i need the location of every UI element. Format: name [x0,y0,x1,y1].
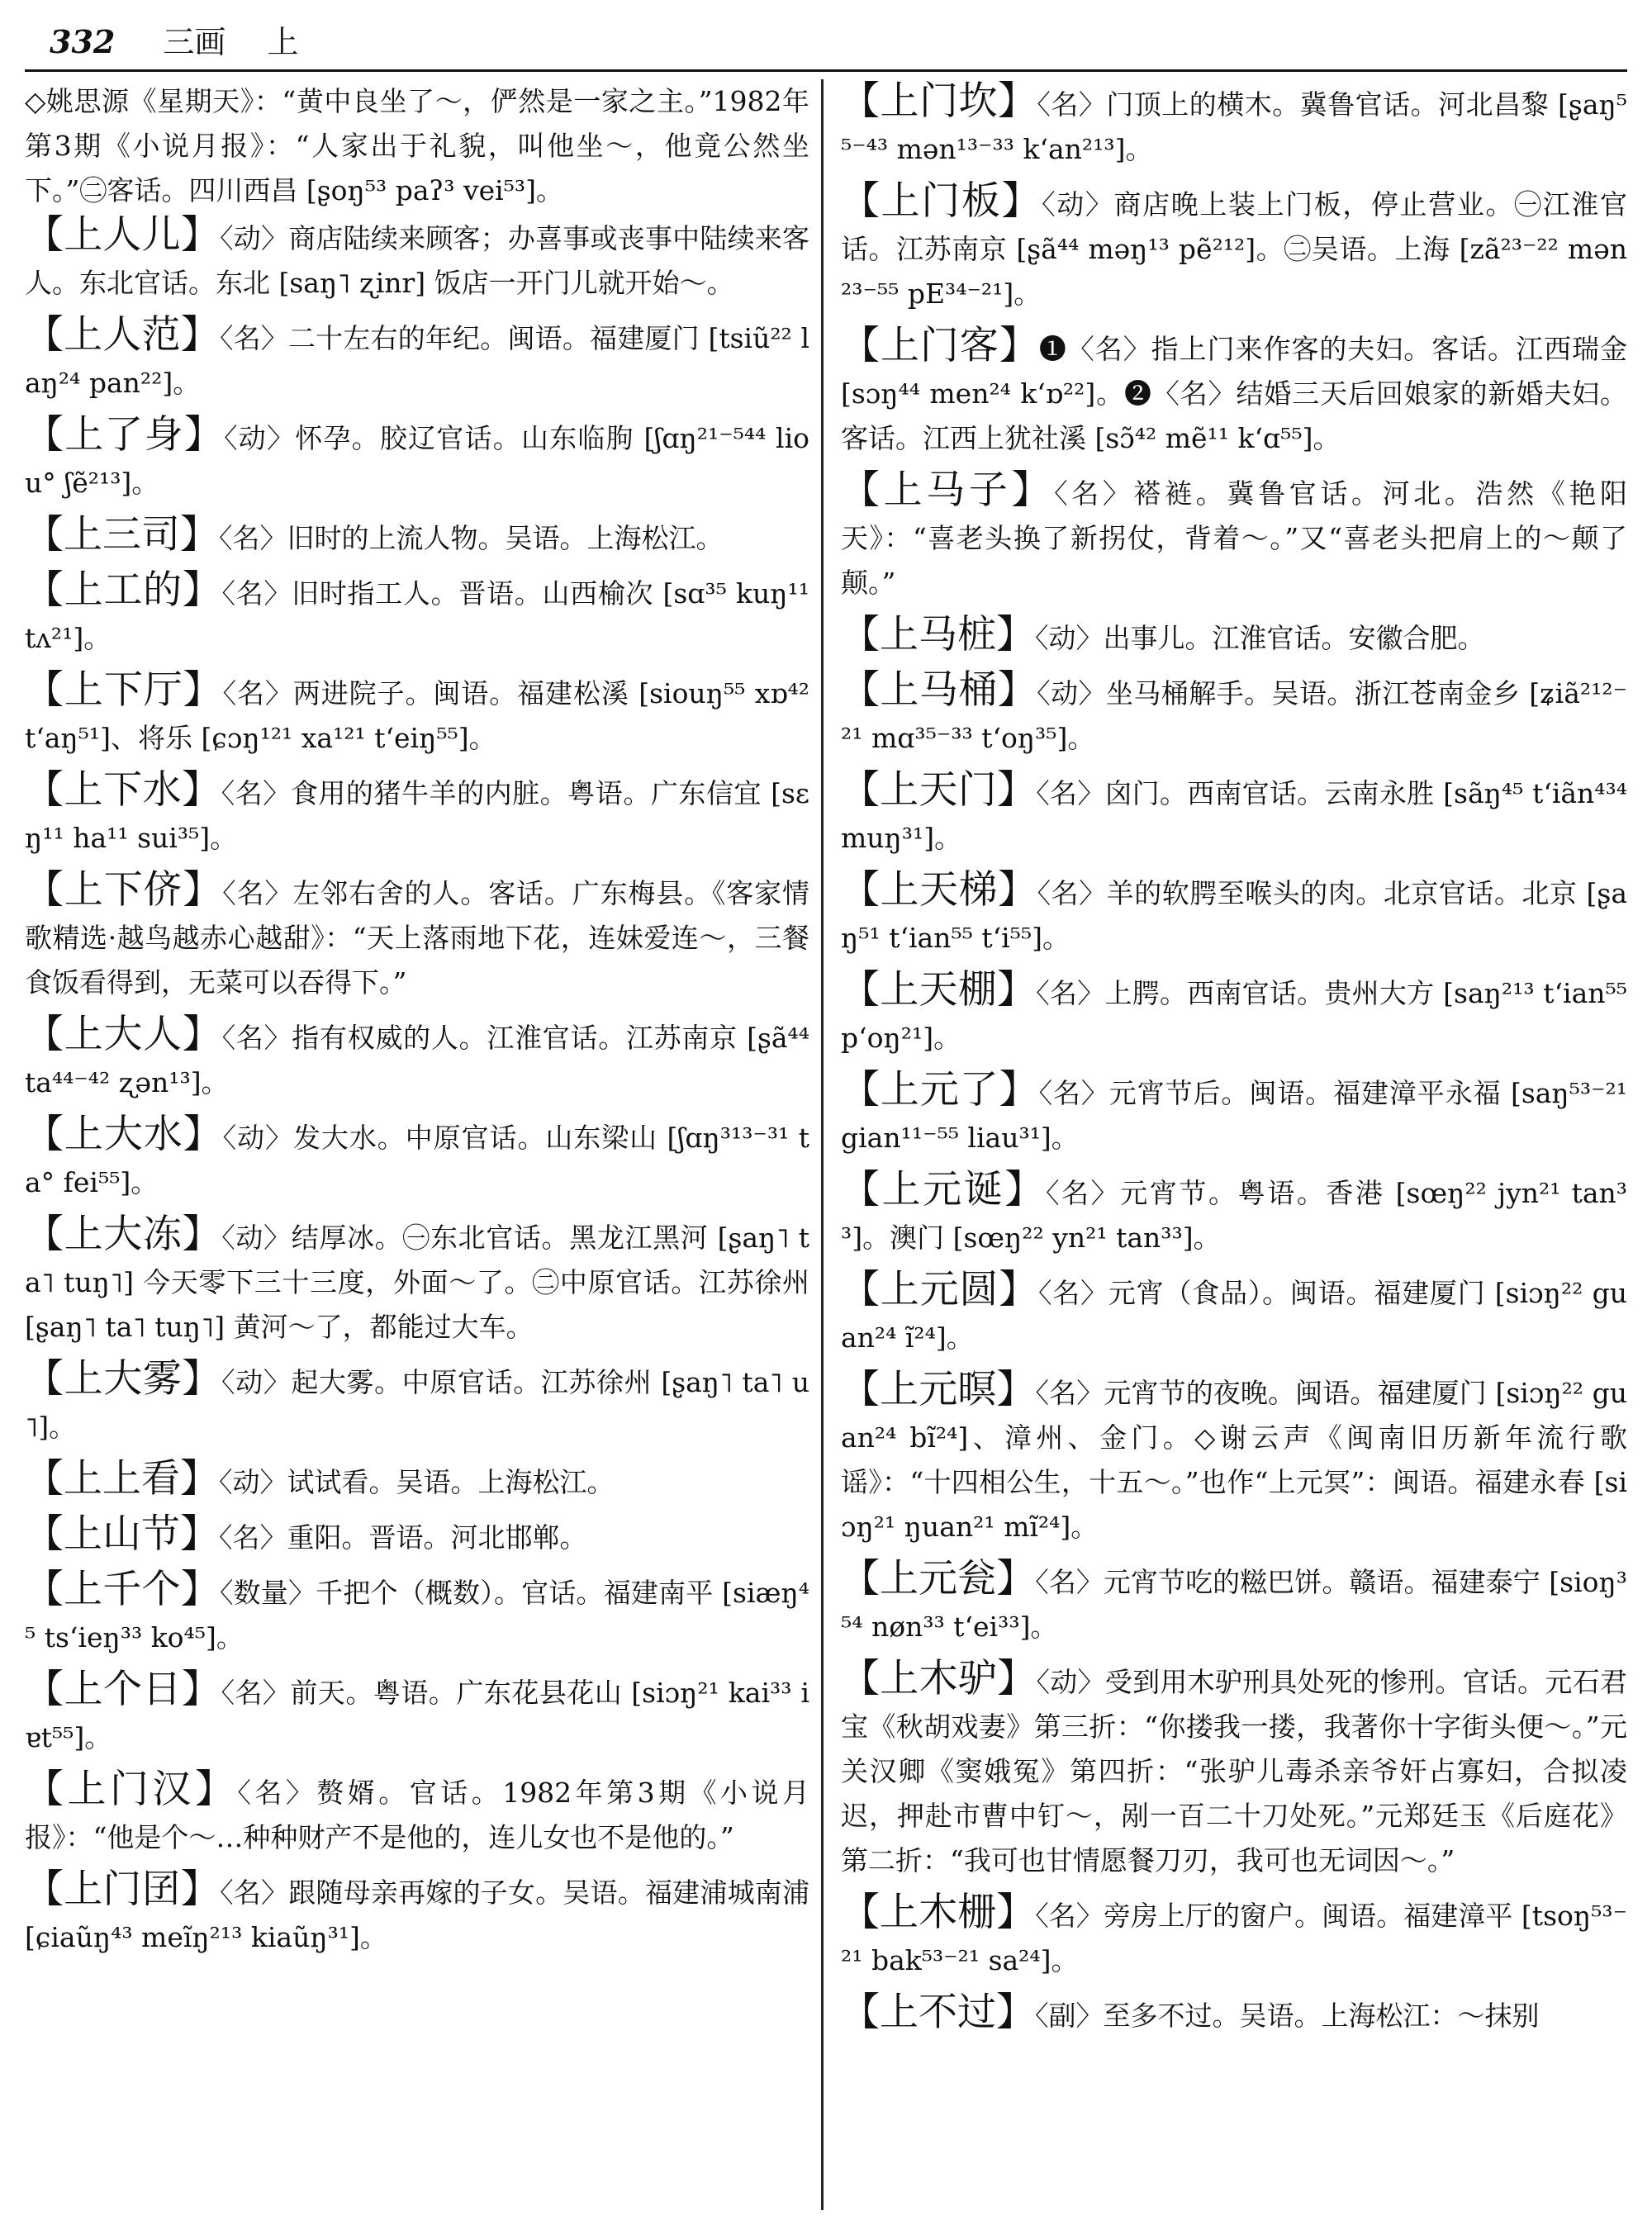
entry-definition: 〈名〉两进院子。闽语。福建松溪 [siouŋ⁵⁵ xɒ⁴² t‘aŋ⁵¹]、将乐 [ɕɔŋ¹²¹ xa¹²¹ t‘eiŋ⁵⁵]。 [25,677,809,754]
entry-headword: 【上大人】 [25,1012,222,1057]
entry-definition: 〈名〉食用的猪牛羊的内脏。粤语。广东信宜 [sɛŋ¹¹ ha¹¹ sui³⁵]。 [25,777,809,854]
dictionary-entry [841,1168,1627,1260]
entry-headword: 【上工的】 [25,567,222,613]
dictionary-entry [25,568,809,661]
entry-definition: 〈动〉发大水。中原官话。山东梁山 [ʃɑŋ³¹³⁻³¹ ta° fei⁵⁵]。 [25,1122,809,1198]
entry-definition: 〈动〉出事儿。江淮官话。安徽合肥。 [1035,622,1485,654]
header-rule [25,69,1627,72]
entry-definition: 〈副〉至多不过。吴语。上海松江：～抹别 [1035,2000,1540,2032]
entry-headword: 【上下水】 [25,767,221,813]
left-column [25,79,809,2214]
right-entry-list [841,79,1627,2038]
entry-headword: 【上大水】 [25,1112,223,1157]
dictionary-entry [841,79,1627,172]
dictionary-entry [25,1512,809,1560]
dictionary-entry [25,1867,809,1960]
entry-definition: 〈动〉试试看。吴语。上海松江。 [219,1466,615,1498]
dictionary-entry [841,1657,1627,1883]
entry-definition: 〈动〉商店陆续来顾客；办喜事或丧事中陆续来客人。东北官话。东北 [saŋ˥ ʐinr] 饭店一开门儿就开始～。 [25,222,809,299]
dictionary-entry [841,868,1627,961]
page-header [50,23,1611,60]
entry-definition: 〈名〉羊的软腭至喉头的肉。北京官话。北京 [ʂaŋ⁵¹ t‘ian⁵⁵ t‘i⁵⁵]。 [841,877,1627,954]
dictionary-entry [841,468,1627,605]
dictionary-entry [25,1212,809,1350]
entry-definition: 〈名〉元宵节的夜晚。闽语。福建厦门 [siɔŋ²² guan²⁴ bĩ²⁴]、漳州、金门。◇谢云声《闽南旧历新年流行歌谣》：“十四相公生，十五～。”也作“上元冥”：闽语。福建永春 [siɔŋ²¹ ŋuan²¹ mĩ²⁴]。 [841,1377,1627,1543]
entry-headword: 【上元圆】 [841,1267,1038,1312]
entry-headword: 【上大雾】 [25,1356,222,1402]
entry-headword: 【上木驴】 [841,1656,1037,1701]
entry-definition: 〈名〉囟门。西南官话。云南永胜 [sãŋ⁴⁵ t‘iãn⁴³⁴ muŋ³¹]。 [841,777,1627,854]
dictionary-entry [25,1457,809,1505]
entry-definition: 〈名〉重阳。晋语。河北邯郸。 [219,1521,587,1554]
dictionary-entry [841,1068,1627,1160]
entry-definition: 〈名〉前天。粤语。广东花县花山 [siɔŋ²¹ kai³³ iɐt⁵⁵]。 [25,1677,809,1753]
entry-headword: 【上门囝】 [25,1867,221,1912]
entry-definition: 〈动〉受到用木驴刑具处死的惨刑。官话。元石君宝《秋胡戏妻》第三折：“你搂我一搂，我著你十字街头便～。”元关汉卿《窦娥冤》第四折：“张驴儿毒杀亲爷奸占寡妇，合拟凌迟，押赴市曹中钉～，剐一百二十刀处死。”元郑廷玉《后庭花》第二折：“我可也甘情愿餐刀刃，我可也无词因～。” [841,1666,1627,1877]
entry-definition: 〈名〉旁房上厅的窗户。闽语。福建漳平 [tsoŋ⁵³⁻²¹ bak⁵³⁻²¹ sa²⁴]。 [841,1900,1627,1976]
entry-headword: 【上三司】 [25,512,219,558]
entry-headword: 【上马子】 [841,467,1055,513]
dictionary-entry [25,1767,809,1860]
entry-definition: 〈数量〉千把个（概数）。官话。福建南平 [siæŋ⁴⁵ ts‘ieŋ³³ ko⁴⁵]。 [25,1577,809,1654]
entry-headword: 【上元了】 [841,1067,1039,1113]
entry-definition: 〈动〉起大雾。中原官话。江苏徐州 [ʂaŋ˥ ta˥ u˥]。 [25,1366,809,1443]
entry-definition: 〈动〉怀孕。胶辽官话。山东临朐 [ʃɑŋ²¹⁻⁵⁴⁴ liou° ʃẽ²¹³]。 [25,422,809,499]
entry-headword: 【上大冻】 [25,1212,222,1257]
entry-headword: 【上千个】 [25,1567,220,1612]
dictionary-entry [25,1113,809,1205]
entry-headword: 【上马桶】 [841,667,1037,713]
entry-headword: 【上元暝】 [841,1367,1036,1412]
dictionary-entry [841,1268,1627,1360]
dictionary-entry [841,1368,1627,1549]
entry-headword: 【上木栅】 [841,1890,1036,1935]
entry-headword: 【上人儿】 [25,212,221,258]
dictionary-entry [25,668,809,761]
entry-headword: 【上下厅】 [25,667,223,713]
entry-definition: 〈名〉门顶上的横木。冀鲁官话。河北昌黎 [ʂaŋ⁵⁵⁻⁴³ mən¹³⁻³³ k‘an²¹³]。 [841,88,1627,165]
dictionary-entry [25,313,809,406]
entry-definition: 〈名〉左邻右舍的人。客话。广东梅县。《客家情歌精选·越鸟越赤心越甜》：“天上落雨地下花，连妹爱连～，三餐食饭看得到，无菜可以吞得下。” [25,877,809,999]
entry-headword: 【上门客】 [841,323,1039,368]
entry-headword: 【上门汉】 [25,1767,238,1812]
dictionary-entry [841,324,1627,461]
dictionary-entry [841,968,1627,1060]
entry-definition: 〈名〉元宵节。粤语。香港 [sœŋ²² jyn²¹ tan³³]。澳门 [sœŋ²² yn²¹ tan³³]。 [841,1177,1627,1254]
entry-headword: 【上不过】 [841,1990,1035,2035]
entry-definition: 〈名〉元宵（食品）。闽语。福建厦门 [siɔŋ²² guan²⁴ ĩ²⁴]。 [841,1277,1627,1354]
entry-headword: 【上天棚】 [841,967,1037,1013]
left-entry-list [25,213,809,1960]
entry-headword: 【上马桩】 [841,612,1035,657]
entry-definition: 〈名〉旧时指工人。晋语。山西榆次 [sɑ³⁵ kuŋ¹¹ tʌ²¹]。 [25,577,809,654]
page-number: 332 [50,23,116,60]
entry-definition: 〈动〉坐马桶解手。吴语。浙江苍南金乡 [ʑiã²¹²⁻²¹ mɑ³⁵⁻³³ t‘oŋ³⁵]。 [841,677,1627,754]
entry-headword: 【上元诞】 [841,1167,1046,1212]
right-column [841,79,1627,2214]
dictionary-entry [25,768,809,861]
continuation-paragraph: ◇姚思源《星期天》：“黄中良坐了～，俨然是一家之主。”1982年第3期《小说月报》：“人家出于礼貌，叫他坐～，他竟公然坐下。”㊁客话。四川西昌 [ʂoŋ⁵³ paʔ³ vei⁵³]。 [25,85,809,206]
dictionary-entry [25,513,809,561]
header-character: 上 [267,24,299,60]
dictionary-entry [841,613,1627,661]
entry-headword: 【上门板】 [841,178,1042,224]
dictionary-entry [25,213,809,306]
dictionary-entry [841,668,1627,761]
entry-definition: 〈动〉结厚冰。㊀东北官话。黑龙江黑河 [ʂaŋ˥ ta˥ tuŋ˥] 今天零下三十三度，外面～了。㊁中原官话。江苏徐州 [ʂaŋ˥ ta˥ tuŋ˥] 黄河～了，都能过大车。 [25,1222,809,1343]
entry-headword: 【上山节】 [25,1511,219,1557]
entry-definition: 〈名〉元宵节后。闽语。福建漳平永福 [saŋ⁵³⁻²¹ gian¹¹⁻⁵⁵ liau³¹]。 [841,1077,1627,1154]
dictionary-entry [841,179,1627,316]
entry-headword: 【上元瓮】 [841,1556,1036,1601]
entry-definition: 〈动〉商店晚上装上门板，停止营业。㊀江淮官话。江苏南京 [ʂã⁴⁴ məŋ¹³ pẽ²¹²]。㊁吴语。上海 [zã²³⁻²² mən²³⁻⁵⁵ pE³⁴⁻²¹]。 [841,188,1627,310]
entry-definition: 〈名〉二十左右的年纪。闽语。福建厦门 [tsiũ²² laŋ²⁴ pan²²]。 [25,322,809,399]
column-divider [821,79,824,2210]
entry-headword: 【上下侪】 [25,867,223,913]
entry-headword: 【上个日】 [25,1667,221,1712]
entry-definition: 〈名〉指有权威的人。江淮官话。江苏南京 [ʂã⁴⁴ ta⁴⁴⁻⁴² ʐən¹³]。 [25,1022,809,1098]
entry-headword: 【上了身】 [25,412,225,458]
dictionary-entry [25,868,809,1005]
entry-headword: 【上天梯】 [841,867,1037,913]
dictionary-entry [841,1557,1627,1649]
entry-definition: 〈名〉赘婿。官话。1982年第3期《小说月报》：“他是个～…种种财产不是他的，连儿女也不是他的。” [25,1777,809,1853]
dictionary-entry [25,413,809,505]
entry-headword: 【上天门】 [841,767,1037,813]
dictionary-entry [25,1568,809,1660]
entry-definition: 〈名〉上腭。西南官话。贵州大方 [saŋ²¹³ t‘ian⁵⁵ p‘oŋ²¹]。 [841,977,1627,1054]
dictionary-entry [841,1990,1627,2038]
dictionary-entry [25,1668,809,1760]
entry-definition: 〈名〉元宵节吃的糍巴饼。赣语。福建泰宁 [sioŋ³⁵⁴ nøn³³ t‘ei³³]。 [841,1566,1627,1643]
dictionary-entry [841,1891,1627,1983]
dictionary-entry [841,768,1627,861]
entry-definition: 〈名〉旧时的上流人物。吴语。上海松江。 [219,522,724,554]
dictionary-entry [25,1357,809,1450]
entry-definition: ❶〈名〉指上门来作客的夫妇。客话。江西瑞金 [sɔŋ⁴⁴ men²⁴ k‘ɒ²²]。❷〈名〉结婚三天后回娘家的新婚夫妇。客话。江西上犹社溪 [sɔ̃⁴² mẽ¹¹ k‘ɑ⁵⁵]。 [841,333,1627,454]
entry-headword: 【上门坎】 [841,79,1037,124]
entry-headword: 【上人范】 [25,312,220,358]
entry-headword: 【上上看】 [25,1456,219,1502]
entry-definition: 〈名〉跟随母亲再嫁的子女。吴语。福建浦城南浦 [ɕiaũŋ⁴³ meĩŋ²¹³ kiaũŋ³¹]。 [25,1877,809,1953]
entry-definition: 〈名〉褡裢。冀鲁官话。河北。浩然《艳阳天》：“喜老头换了新拐仗，背着～。”又“喜老头把肩上的～颠了颠。” [841,477,1627,599]
dictionary-entry [25,1013,809,1105]
stroke-count-label: 三画 [163,24,226,60]
